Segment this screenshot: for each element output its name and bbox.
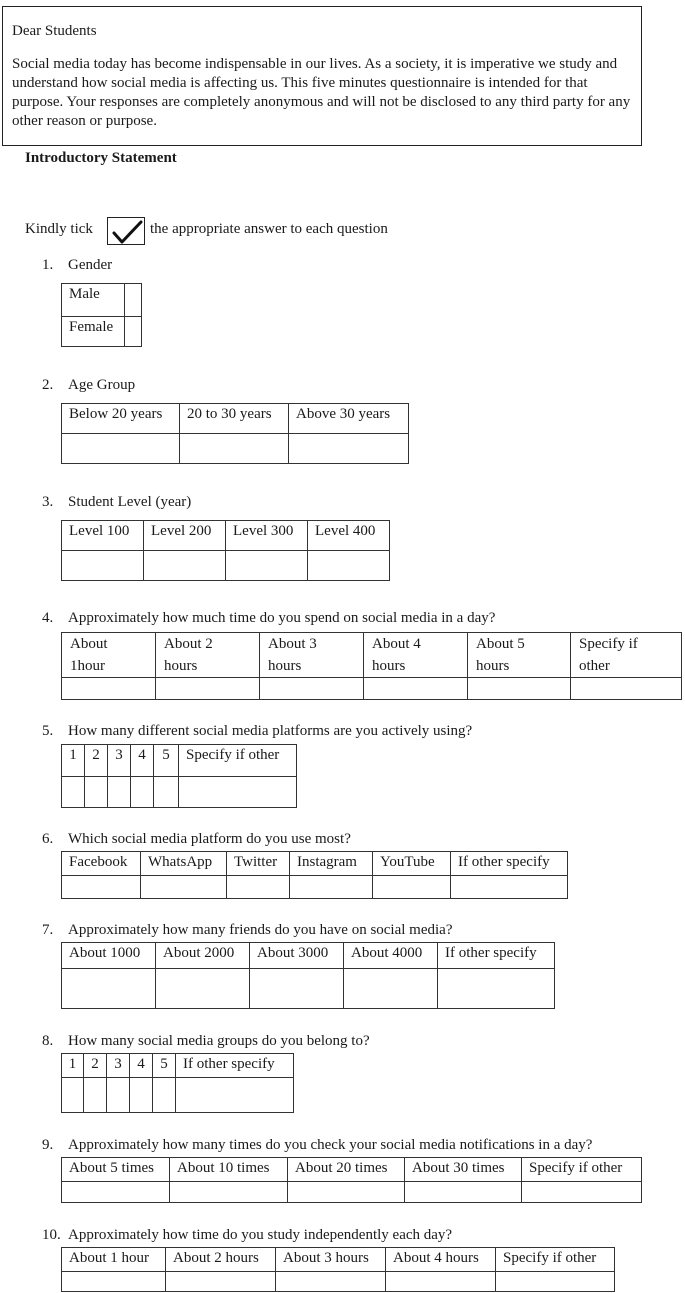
option-label: About 4 hours (364, 633, 468, 678)
answer-cell[interactable] (144, 551, 226, 581)
question-number: 4. (42, 610, 54, 626)
answer-table-8 (61, 1053, 294, 1113)
answer-table-1 (61, 283, 142, 347)
question-number: 1. (42, 257, 54, 273)
question-number: 8. (42, 1033, 54, 1049)
option-label: 3 (107, 1054, 130, 1078)
option-label: About 30 times (405, 1158, 522, 1182)
answer-cell[interactable] (344, 969, 438, 1009)
question-text: Approximately how many times do you check your social media notifications in a day? (68, 1137, 593, 1153)
greeting: Dear Students (12, 23, 97, 39)
answer-table-6 (61, 851, 568, 899)
answer-cell[interactable] (290, 876, 373, 899)
option-label: If other specify (451, 852, 568, 876)
option-label: 2 (84, 1054, 107, 1078)
answer-cell[interactable] (156, 969, 250, 1009)
option-label: Male (62, 284, 125, 317)
question-2 (42, 377, 135, 394)
question-5 (42, 723, 472, 740)
option-label: 1 (62, 745, 85, 777)
answer-cell[interactable] (180, 434, 289, 464)
answer-table-10 (61, 1247, 615, 1292)
option-label: About 1000 (62, 943, 156, 969)
option-label: About 1 hour (62, 1248, 166, 1272)
introductory-heading: Introductory Statement (25, 150, 177, 166)
answer-table-3 (61, 520, 390, 581)
option-label: Instagram (290, 852, 373, 876)
question-text: How many different social media platforms are you actively using? (68, 723, 473, 739)
answer-table-9 (61, 1157, 642, 1203)
answer-cell[interactable] (451, 876, 568, 899)
instruction-after: the appropriate answer to each question (150, 221, 388, 237)
answer-cell[interactable] (260, 678, 364, 700)
option-label: 5 (154, 745, 179, 777)
option-label: About 3000 (250, 943, 344, 969)
answer-cell[interactable] (125, 317, 142, 347)
option-label: About 5 hours (468, 633, 571, 678)
answer-cell[interactable] (468, 678, 571, 700)
answer-cell[interactable] (107, 1078, 130, 1113)
option-label: About 2000 (156, 943, 250, 969)
question-4 (42, 610, 495, 627)
answer-cell[interactable] (108, 777, 131, 808)
answer-cell[interactable] (84, 1078, 107, 1113)
question-text: Approximately how much time do you spend on social media in a day? (68, 610, 496, 626)
question-number: 10. (42, 1227, 61, 1243)
question-7 (42, 922, 453, 939)
question-text: Approximately how time do you study independently each day? (68, 1227, 453, 1243)
question-number: 9. (42, 1137, 54, 1153)
question-number: 3. (42, 494, 54, 510)
answer-cell[interactable] (62, 969, 156, 1009)
answer-cell[interactable] (405, 1182, 522, 1203)
answer-cell[interactable] (179, 777, 297, 808)
answer-cell[interactable] (276, 1272, 386, 1292)
option-label: If other specify (176, 1054, 294, 1078)
option-label: About 3 hours (260, 633, 364, 678)
option-label: Below 20 years (62, 404, 180, 434)
answer-cell[interactable] (62, 678, 156, 700)
option-label: WhatsApp (141, 852, 227, 876)
answer-cell[interactable] (373, 876, 451, 899)
option-label: About 10 times (170, 1158, 288, 1182)
option-label: 4 (131, 745, 154, 777)
answer-cell[interactable] (62, 876, 141, 899)
option-label: About 2 hours (166, 1248, 276, 1272)
answer-cell[interactable] (170, 1182, 288, 1203)
answer-cell[interactable] (227, 876, 290, 899)
answer-cell[interactable] (62, 1182, 170, 1203)
instruction-before: Kindly tick (25, 221, 93, 237)
answer-cell[interactable] (153, 1078, 176, 1113)
option-label: Above 30 years (289, 404, 409, 434)
option-label: Specify if other (571, 633, 682, 678)
answer-cell[interactable] (364, 678, 468, 700)
answer-table-7 (61, 942, 555, 1009)
question-number: 2. (42, 377, 54, 393)
question-text: Approximately how many friends do you have on social media? (68, 922, 453, 938)
option-label: 20 to 30 years (180, 404, 289, 434)
answer-cell[interactable] (62, 551, 144, 581)
answer-cell[interactable] (62, 1078, 84, 1113)
option-label: About 3 hours (276, 1248, 386, 1272)
option-label: About 20 times (288, 1158, 405, 1182)
option-label: Specify if other (496, 1248, 615, 1272)
question-number: 6. (42, 831, 54, 847)
option-label: Specify if other (179, 745, 297, 777)
intro-box (2, 6, 642, 146)
answer-cell[interactable] (166, 1272, 276, 1292)
option-label: About 2 hours (156, 633, 260, 678)
question-9 (42, 1137, 592, 1154)
answer-cell[interactable] (571, 678, 682, 700)
question-10 (42, 1227, 452, 1244)
answer-cell[interactable] (62, 1272, 166, 1292)
option-label: About 5 times (62, 1158, 170, 1182)
question-6 (42, 831, 351, 848)
answer-cell[interactable] (496, 1272, 615, 1292)
option-label: If other specify (438, 943, 555, 969)
option-label: 4 (130, 1054, 153, 1078)
answer-cell[interactable] (226, 551, 308, 581)
question-text: Which social media platform do you use most? (68, 831, 351, 847)
option-label: About 4000 (344, 943, 438, 969)
answer-cell[interactable] (141, 876, 227, 899)
option-label: Specify if other (522, 1158, 642, 1182)
answer-cell[interactable] (438, 969, 555, 1009)
question-number: 5. (42, 723, 54, 739)
option-label: Facebook (62, 852, 141, 876)
option-label: Female (62, 317, 125, 347)
answer-table-5 (61, 744, 297, 808)
option-label: 1 (62, 1054, 84, 1078)
answer-cell[interactable] (62, 777, 85, 808)
option-label: Twitter (227, 852, 290, 876)
checkmark-icon (108, 218, 146, 246)
question-text: Student Level (year) (68, 494, 192, 510)
option-label: Level 100 (62, 521, 144, 551)
tick-box-example (107, 217, 145, 245)
option-label: 3 (108, 745, 131, 777)
intro-paragraph: Social media today has become indispensable in our lives. As a society, it is imperative we study and understand how social media is affecting us. This five minutes questionnaire is intended for that purpose. Your responses are completely anonymous and will not be disclosed to any third party for any other reason or purpose. (12, 56, 631, 129)
answer-cell[interactable] (156, 678, 260, 700)
answer-cell[interactable] (154, 777, 179, 808)
answer-cell[interactable] (85, 777, 108, 808)
question-number: 7. (42, 922, 54, 938)
answer-cell[interactable] (130, 1078, 153, 1113)
option-label: About 4 hours (386, 1248, 496, 1272)
answer-table-4 (61, 632, 682, 700)
answer-table-2 (61, 403, 409, 464)
option-label: YouTube (373, 852, 451, 876)
answer-cell[interactable] (125, 284, 142, 317)
question-1 (42, 257, 112, 274)
question-text: How many social media groups do you belong to? (68, 1033, 370, 1049)
option-label: About 1hour (62, 633, 156, 678)
answer-cell[interactable] (289, 434, 409, 464)
option-label: 2 (85, 745, 108, 777)
option-label: Level 300 (226, 521, 308, 551)
question-3 (42, 494, 191, 511)
question-8 (42, 1033, 370, 1050)
answer-cell[interactable] (176, 1078, 294, 1113)
answer-cell[interactable] (131, 777, 154, 808)
question-text: Gender (68, 257, 113, 273)
answer-cell[interactable] (250, 969, 344, 1009)
option-label: Level 400 (308, 521, 390, 551)
option-label: Level 200 (144, 521, 226, 551)
answer-cell[interactable] (62, 434, 180, 464)
answer-cell[interactable] (288, 1182, 405, 1203)
answer-cell[interactable] (522, 1182, 642, 1203)
answer-cell[interactable] (308, 551, 390, 581)
answer-cell[interactable] (386, 1272, 496, 1292)
option-label: 5 (153, 1054, 176, 1078)
question-text: Age Group (68, 377, 136, 393)
